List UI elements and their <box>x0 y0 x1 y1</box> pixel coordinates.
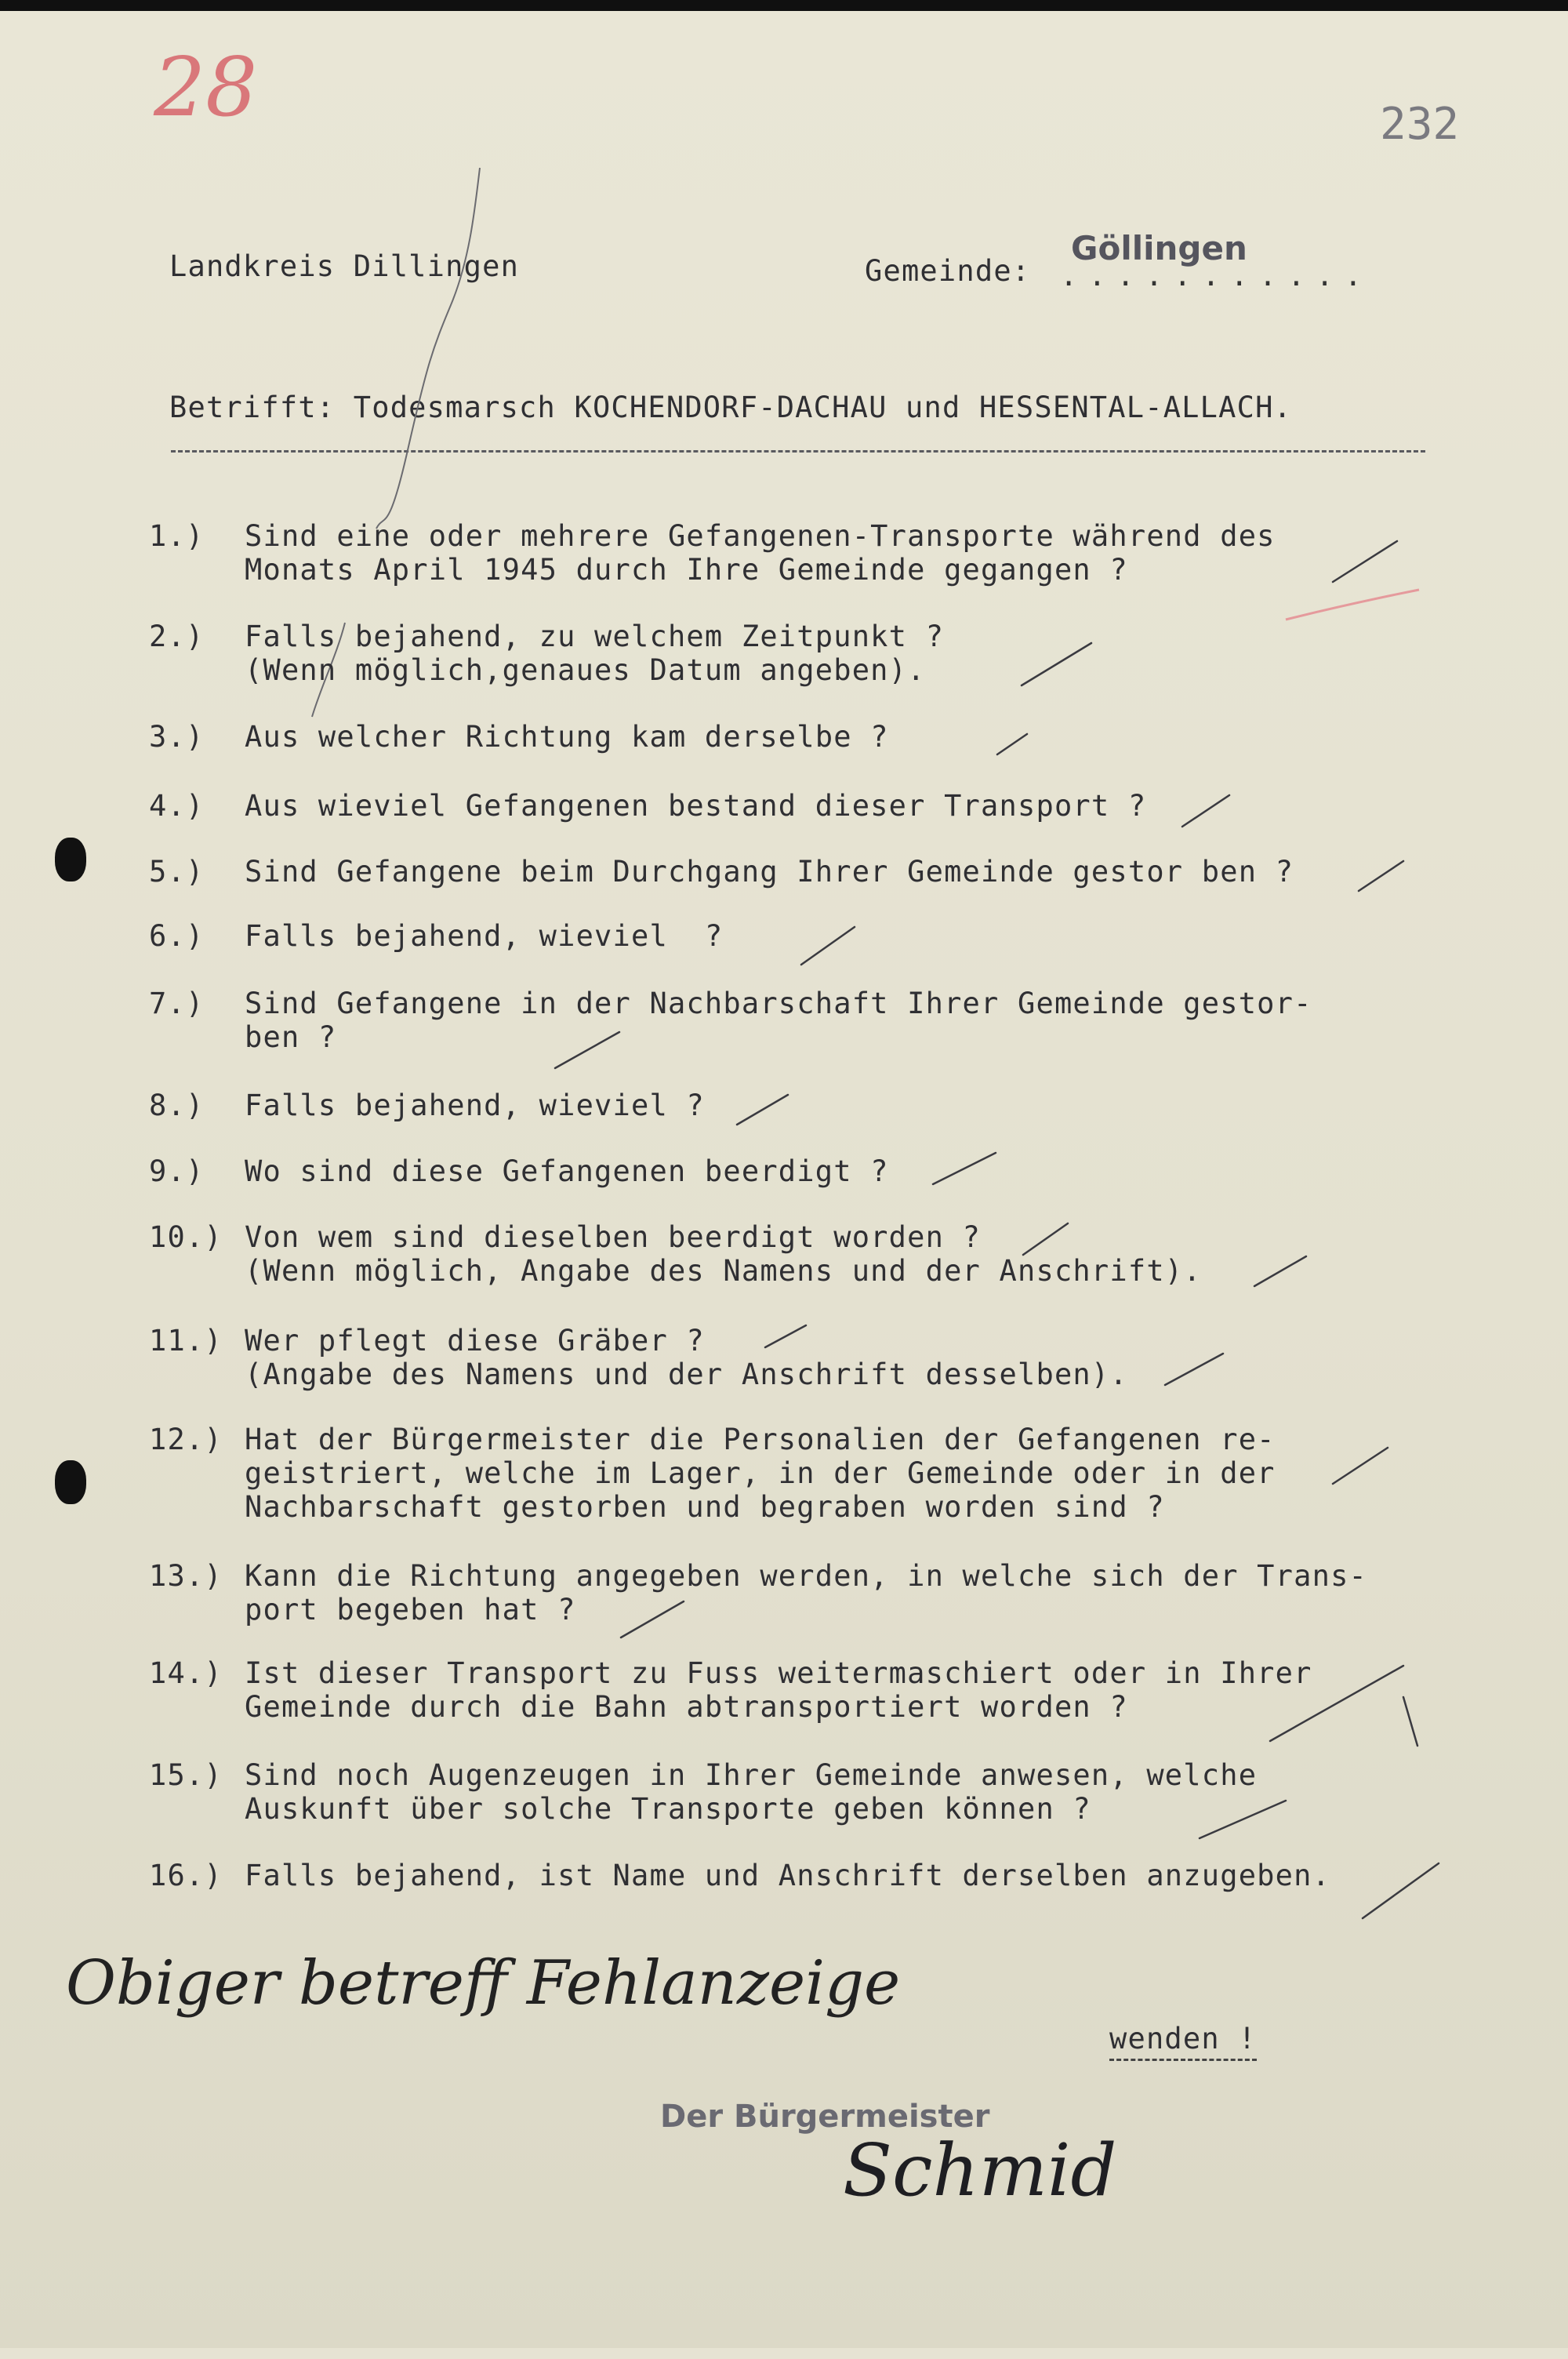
question-text-line: Auskunft über solche Transporte geben können ? <box>245 1792 1091 1826</box>
question-number: 9.) <box>149 1154 205 1188</box>
question-text-line: Sind eine oder mehrere Gefangenen-Transporte während des <box>245 519 1276 553</box>
folio-number: 28 <box>154 39 258 135</box>
question-text-line: (Wenn möglich,genaues Datum angeben). <box>245 653 926 687</box>
question-number: 15.) <box>149 1758 223 1792</box>
question-text-line: Falls bejahend, zu welchem Zeitpunkt ? <box>245 620 945 653</box>
question-text-line: Falls bejahend, wieviel ? <box>245 919 724 953</box>
question-text-line: Kann die Richtung angegeben werden, in welche sich der Trans- <box>245 1559 1368 1593</box>
handwritten-note: Obiger betreff Fehlanzeige <box>66 1948 901 2019</box>
question-text-line: Sind Gefangene in der Nachbarschaft Ihrer Gemeinde gestor- <box>245 987 1312 1020</box>
question-text-line: Hat der Bürgermeister die Personalien der Gefangenen re- <box>245 1423 1276 1456</box>
question-text-line: (Angabe des Namens und der Anschrift desselben). <box>245 1358 1128 1391</box>
question-text-line: Nachbarschaft gestorben und begraben worden sind ? <box>245 1490 1165 1524</box>
punch-hole-bottom <box>55 1460 86 1504</box>
question-text-line: geistriert, welche im Lager, in der Gemeinde oder in der <box>245 1456 1276 1490</box>
question-text-line: port begeben hat ? <box>245 1593 576 1627</box>
question-text-line: Falls bejahend, wieviel ? <box>245 1089 705 1122</box>
question-number: 13.) <box>149 1559 223 1593</box>
question-text-line: Monats April 1945 durch Ihre Gemeinde gegangen ? <box>245 553 1128 587</box>
question-text-line: Von wem sind dieselben beerdigt worden ? <box>245 1220 982 1254</box>
question-text-line: Wer pflegt diese Gräber ? <box>245 1324 705 1358</box>
question-text-line: Falls bejahend, ist Name und Anschrift derselben anzugeben. <box>245 1859 1331 1892</box>
question-number: 11.) <box>149 1324 223 1358</box>
punch-hole-top <box>55 838 86 881</box>
municipality-label: Gemeinde: <box>865 254 1031 288</box>
question-number: 1.) <box>149 519 205 553</box>
subject-line: Betrifft: Todesmarsch KOCHENDORF-DACHAU und HESSENTAL-ALLACH. <box>169 391 1293 424</box>
question-text-line: (Wenn möglich, Angabe des Namens und der Anschrift). <box>245 1254 1202 1288</box>
question-number: 8.) <box>149 1089 205 1122</box>
question-text-line: Sind noch Augenzeugen in Ihrer Gemeinde anwesen, welche <box>245 1758 1258 1792</box>
page-number: 232 <box>1380 99 1460 150</box>
question-text-line: Ist dieser Transport zu Fuss weitermaschiert oder in Ihrer <box>245 1656 1312 1690</box>
question-number: 2.) <box>149 620 205 653</box>
question-text-line: Gemeinde durch die Bahn abtransportiert worden ? <box>245 1690 1128 1724</box>
question-text-line: Wo sind diese Gefangenen beerdigt ? <box>245 1154 889 1188</box>
question-text-line: Aus welcher Richtung kam derselbe ? <box>245 720 889 754</box>
district-label: Landkreis Dillingen <box>169 249 520 283</box>
question-number: 4.) <box>149 789 205 823</box>
question-number: 10.) <box>149 1220 223 1254</box>
turn-over-label: wenden ! <box>1109 2022 1257 2061</box>
question-number: 3.) <box>149 720 205 754</box>
question-text-line: Aus wieviel Gefangenen bestand dieser Transport ? <box>245 789 1147 823</box>
question-number: 7.) <box>149 987 205 1020</box>
question-text-line: ben ? <box>245 1020 337 1054</box>
mayor-signature: Schmid <box>843 2128 1117 2212</box>
municipality-dots: ........... <box>1060 259 1374 293</box>
question-number: 5.) <box>149 855 205 889</box>
mayor-stamp: Der Bürgermeister <box>660 2099 990 2135</box>
question-text-line: Sind Gefangene beim Durchgang Ihrer Gemeinde gestor ben ? <box>245 855 1294 889</box>
question-number: 6.) <box>149 919 205 953</box>
question-number: 12.) <box>149 1423 223 1456</box>
question-number: 14.) <box>149 1656 223 1690</box>
municipality-stamp: Göllingen <box>1071 229 1247 267</box>
question-number: 16.) <box>149 1859 223 1892</box>
